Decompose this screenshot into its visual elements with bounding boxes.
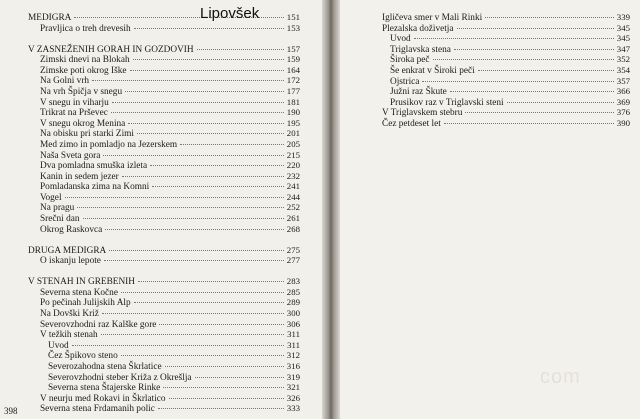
toc-entry-title: Igličeva smer v Mali Rinki xyxy=(382,13,483,23)
toc-entry-page: 289 xyxy=(286,297,300,308)
dot-leader xyxy=(444,123,614,124)
toc-entry-page: 300 xyxy=(286,308,300,319)
dot-leader xyxy=(507,102,614,103)
toc-entry-title: Zimske poti okrog Iške xyxy=(40,65,127,76)
toc-entry xyxy=(28,192,300,203)
toc-entry-page: 369 xyxy=(616,96,630,107)
dot-leader xyxy=(83,218,284,219)
toc-entry-title: Severozahodna stena Škrlatice xyxy=(48,361,162,372)
table-of-contents-right xyxy=(370,12,630,129)
toc-entry-title: Severovzhodni steber Križa z Okrešlja xyxy=(48,372,192,383)
toc-section-heading xyxy=(28,245,300,256)
book-gutter xyxy=(322,0,340,419)
toc-entry-title: Severna stena Kočne xyxy=(40,287,118,298)
toc-entry-page: 241 xyxy=(286,181,300,192)
toc-entry xyxy=(28,181,300,192)
toc-entry xyxy=(28,403,300,414)
toc-entry-title: Na Dovški Križ xyxy=(40,309,99,320)
dot-leader xyxy=(137,133,284,134)
toc-entry-title: Po pečinah Julijskih Alp xyxy=(40,298,131,309)
toc-entry-title: V težkih stenah xyxy=(40,330,98,341)
toc-entry-title: Okrog Raskovca xyxy=(40,224,103,235)
dot-leader xyxy=(150,165,284,166)
toc-entry xyxy=(28,118,300,129)
dot-leader xyxy=(159,324,283,325)
toc-entry-title: Čez Špikovo steno xyxy=(48,351,118,362)
toc-entry xyxy=(28,128,300,139)
toc-entry-page: 153 xyxy=(286,22,300,33)
toc-entry-page: 195 xyxy=(286,117,300,128)
dot-leader xyxy=(103,155,283,156)
toc-entry-title: Pravljica o treh drevesih xyxy=(40,23,131,34)
dot-leader xyxy=(121,292,284,293)
toc-entry xyxy=(370,107,630,118)
toc-entry xyxy=(28,213,300,224)
toc-entry-page: 232 xyxy=(286,170,300,181)
toc-entry-page: 177 xyxy=(286,85,300,96)
toc-entry xyxy=(28,224,300,235)
dot-leader xyxy=(105,229,284,230)
dot-leader xyxy=(433,59,614,60)
toc-entry xyxy=(28,297,300,308)
toc-entry-title: V snegu in viharju xyxy=(40,97,109,108)
toc-entry xyxy=(370,97,630,108)
dot-leader xyxy=(130,70,284,71)
toc-section-heading xyxy=(28,276,300,287)
toc-entry-page: 205 xyxy=(286,138,300,149)
toc-entry-page: 277 xyxy=(286,255,300,266)
toc-entry-page: 244 xyxy=(286,191,300,202)
toc-entry-title: V neurju med Rokavi in Škrlatico xyxy=(40,393,166,404)
overlay-title: Lipovšek xyxy=(200,5,260,22)
toc-entry-page: 352 xyxy=(616,54,630,65)
watermark: com xyxy=(540,366,581,388)
toc-entry-title: MEDIGRA xyxy=(28,13,72,23)
toc-entry-title: Kanin in sedem jezer xyxy=(40,171,119,182)
dot-leader xyxy=(122,176,284,177)
toc-entry xyxy=(28,23,300,34)
toc-entry xyxy=(28,308,300,319)
toc-entry-page: 172 xyxy=(286,75,300,86)
toc-entry-title: Vogel xyxy=(40,192,62,203)
toc-entry xyxy=(28,65,300,76)
toc-entry-page: 354 xyxy=(616,64,630,75)
toc-entry-page: 326 xyxy=(286,392,300,403)
toc-entry-title: Naša Sveta gora xyxy=(40,150,101,161)
dot-leader xyxy=(180,144,284,145)
toc-entry-title: Dva pomladna smuška izleta xyxy=(40,161,148,172)
dot-leader xyxy=(102,313,284,314)
section-spacer xyxy=(28,266,300,276)
toc-entry-title: V snegu okrog Menina xyxy=(40,118,126,129)
dot-leader xyxy=(158,408,284,409)
toc-entry-title: Ojstrica xyxy=(390,76,420,87)
toc-entry-page: 357 xyxy=(616,75,630,86)
toc-entry-page: 181 xyxy=(286,96,300,107)
dot-leader xyxy=(72,345,284,346)
dot-leader xyxy=(414,38,614,39)
toc-entry-page: 164 xyxy=(286,64,300,75)
toc-entry-title: Pomladanska zima na Komni xyxy=(40,182,150,193)
dot-leader xyxy=(169,398,284,399)
dot-leader xyxy=(138,281,284,282)
toc-entry xyxy=(28,202,300,213)
dot-leader xyxy=(195,377,284,378)
toc-entry-page: 312 xyxy=(286,350,300,361)
dot-leader xyxy=(128,123,283,124)
toc-entry xyxy=(28,372,300,383)
toc-entry xyxy=(28,329,300,340)
dot-leader xyxy=(134,302,284,303)
toc-entry xyxy=(28,361,300,372)
toc-entry xyxy=(28,255,300,266)
dot-leader xyxy=(485,17,614,18)
toc-entry xyxy=(28,393,300,404)
toc-entry-title: O iskanju lepote xyxy=(40,256,101,267)
toc-entry-page: 311 xyxy=(287,329,300,340)
toc-entry xyxy=(28,54,300,65)
section-spacer xyxy=(28,33,300,43)
toc-entry-page: 190 xyxy=(286,107,300,118)
dot-leader xyxy=(197,49,284,50)
toc-entry-page: 390 xyxy=(616,117,630,128)
toc-entry xyxy=(370,86,630,97)
toc-entry xyxy=(28,107,300,118)
toc-entry xyxy=(28,171,300,182)
toc-entry-page: 283 xyxy=(286,276,300,287)
toc-entry-title: V Triglavskem stebru xyxy=(382,108,463,119)
toc-entry xyxy=(370,33,630,44)
toc-entry-page: 220 xyxy=(286,160,300,171)
toc-entry-page: 261 xyxy=(286,213,300,224)
toc-entry-title: V STENAH IN GREBENIH xyxy=(28,277,135,288)
toc-entry-title: Uvod xyxy=(48,340,69,351)
toc-entry-title: Na vrh Špičja v snegu xyxy=(40,86,123,97)
toc-entry xyxy=(370,65,630,76)
toc-entry xyxy=(28,319,300,330)
toc-entry-page: 159 xyxy=(286,54,300,65)
toc-entry-page: 347 xyxy=(616,43,630,54)
toc-entry-page: 275 xyxy=(286,244,300,255)
toc-entry xyxy=(370,12,630,23)
toc-entry-title: Prusikov raz v Triglavski steni xyxy=(390,97,504,108)
dot-leader xyxy=(65,197,284,198)
toc-entry-page: 345 xyxy=(616,22,630,33)
dot-leader xyxy=(152,186,284,187)
toc-entry-title: Še enkrat v Široki peči xyxy=(390,65,475,76)
toc-entry xyxy=(28,97,300,108)
toc-entry-page: 157 xyxy=(286,43,300,54)
toc-entry-title: Plezalska doživetja xyxy=(382,23,454,34)
dot-leader xyxy=(450,91,614,92)
toc-entry-title: Čez petdeset let xyxy=(382,118,441,129)
toc-entry-title: Na Golni vrh xyxy=(40,76,90,87)
toc-entry-page: 321 xyxy=(286,382,300,393)
dot-leader xyxy=(112,102,284,103)
dot-leader xyxy=(454,49,614,50)
toc-entry-title: Severna stena Štajerske Rinke xyxy=(48,383,161,394)
toc-entry-page: 366 xyxy=(616,86,630,97)
toc-entry-title: Trikrat na Prševec xyxy=(40,108,108,119)
dot-leader xyxy=(478,70,614,71)
toc-entry-title: Na obisku pri starki Zimi xyxy=(40,129,134,140)
dot-leader xyxy=(101,334,284,335)
toc-entry-title: Severna stena Frdamanih polic xyxy=(40,404,155,415)
toc-entry-page: 268 xyxy=(286,223,300,234)
dot-leader xyxy=(163,387,283,388)
toc-section-heading xyxy=(28,44,300,55)
toc-entry-title: V ZASNEŽENIH GORAH IN GOZDOVIH xyxy=(28,44,194,55)
toc-entry-title: Široka peč xyxy=(390,55,430,66)
toc-entry-page: 316 xyxy=(286,360,300,371)
toc-entry-page: 333 xyxy=(286,403,300,414)
toc-entry-page: 252 xyxy=(286,202,300,213)
toc-entry xyxy=(28,75,300,86)
dot-leader xyxy=(109,250,284,251)
toc-entry-page: 201 xyxy=(286,128,300,139)
right-page xyxy=(340,0,640,419)
dot-leader xyxy=(422,81,613,82)
toc-entry xyxy=(28,382,300,393)
toc-entry-page: 376 xyxy=(616,107,630,118)
dot-leader xyxy=(125,91,284,92)
dot-leader xyxy=(77,207,283,208)
dot-leader xyxy=(111,112,284,113)
toc-entry-title: Uvod xyxy=(390,34,411,45)
toc-entry-title: Zimski dnevi na Blokah xyxy=(40,55,130,66)
dot-leader xyxy=(121,355,284,356)
dot-leader xyxy=(457,28,614,29)
toc-entry xyxy=(370,118,630,129)
toc-entry xyxy=(370,76,630,87)
toc-entry xyxy=(28,139,300,150)
toc-entry-title: Na pragu xyxy=(40,203,75,214)
dot-leader xyxy=(133,59,284,60)
toc-entry xyxy=(28,160,300,171)
toc-entry-page: 319 xyxy=(286,371,300,382)
toc-entry xyxy=(28,150,300,161)
toc-entry-title: Severovzhodni raz Kalške gore xyxy=(40,319,157,330)
toc-entry-page: 215 xyxy=(286,149,300,160)
dot-leader xyxy=(104,260,284,261)
dot-leader xyxy=(465,112,613,113)
toc-entry xyxy=(28,340,300,351)
toc-entry xyxy=(370,44,630,55)
toc-entry xyxy=(28,350,300,361)
toc-entry xyxy=(28,86,300,97)
dot-leader xyxy=(165,366,284,367)
toc-entry-title: DRUGA MEDIGRA xyxy=(28,245,107,256)
dot-leader xyxy=(134,28,284,29)
toc-entry xyxy=(370,23,630,34)
toc-entry-title: Srečni dan xyxy=(40,214,80,225)
toc-entry-page: 311 xyxy=(287,339,300,350)
toc-entry xyxy=(370,54,630,65)
toc-entry-page: 306 xyxy=(286,318,300,329)
dot-leader xyxy=(92,80,284,81)
toc-entry-page: 285 xyxy=(286,286,300,297)
toc-entry xyxy=(28,287,300,298)
toc-entry-page: 345 xyxy=(616,33,630,44)
toc-entry-title: Med zimo in pomladjo na Jezerskem xyxy=(40,139,178,150)
toc-entry-title: Južni raz Škute xyxy=(390,87,447,98)
toc-entry-page: 151 xyxy=(286,12,300,22)
table-of-contents-left xyxy=(28,12,300,414)
toc-entry-title: Triglavska stena xyxy=(390,44,451,55)
section-spacer xyxy=(28,234,300,244)
toc-entry-page: 339 xyxy=(616,12,630,22)
left-page-number: 398 xyxy=(4,406,18,416)
